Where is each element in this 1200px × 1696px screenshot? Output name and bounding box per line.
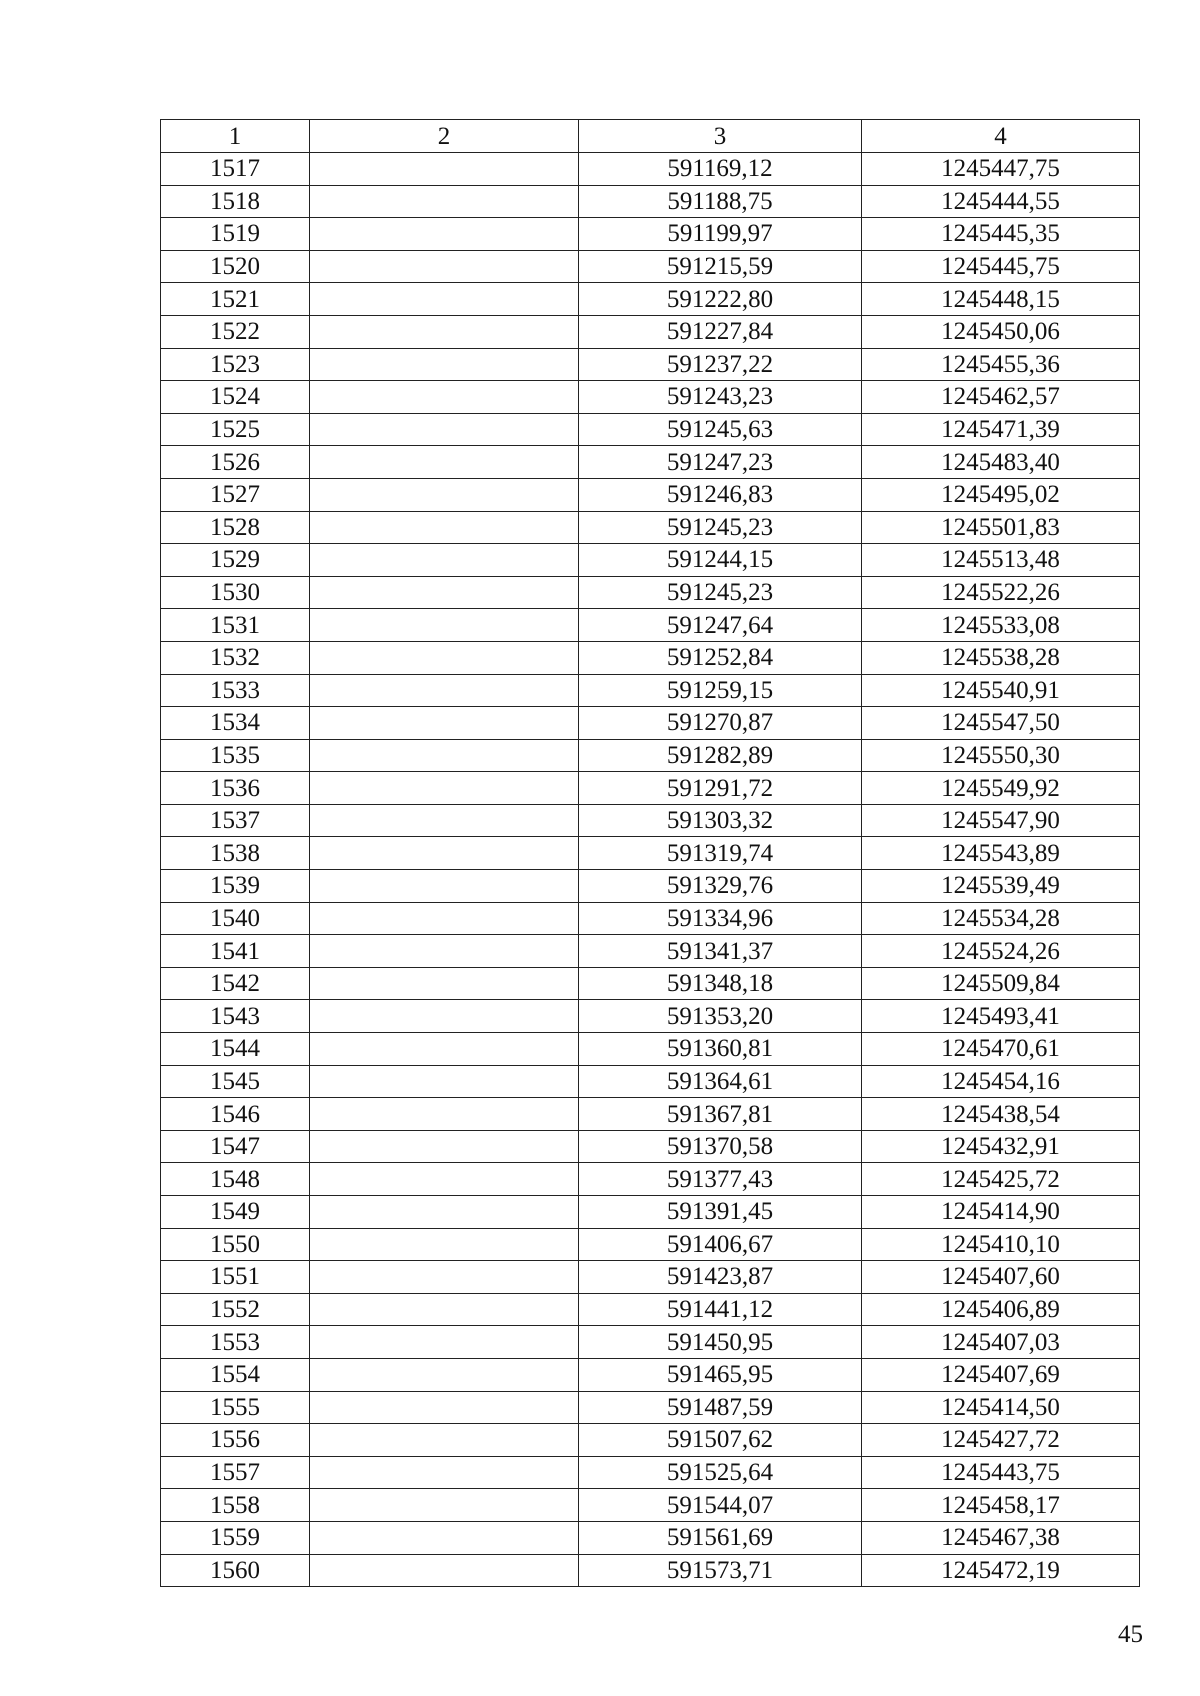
y-coordinate-cell: 1245455,36 xyxy=(862,348,1140,381)
point-number-cell: 1545 xyxy=(161,1065,310,1098)
point-number-cell: 1523 xyxy=(161,348,310,381)
description-cell xyxy=(310,772,579,805)
description-cell xyxy=(310,185,579,218)
table-row xyxy=(161,1065,1140,1098)
description-cell xyxy=(310,804,579,837)
y-coordinate-cell: 1245427,72 xyxy=(862,1424,1140,1457)
description-cell xyxy=(310,935,579,968)
y-coordinate-cell: 1245539,49 xyxy=(862,870,1140,903)
description-cell xyxy=(310,870,579,903)
point-number-cell: 1519 xyxy=(161,218,310,251)
point-number-cell: 1544 xyxy=(161,1033,310,1066)
table-header xyxy=(161,120,1140,153)
y-coordinate-cell: 1245509,84 xyxy=(862,967,1140,1000)
description-cell xyxy=(310,1000,579,1033)
y-coordinate-cell: 1245443,75 xyxy=(862,1456,1140,1489)
description-cell xyxy=(310,739,579,772)
y-coordinate-cell: 1245438,54 xyxy=(862,1098,1140,1131)
y-coordinate-cell: 1245543,89 xyxy=(862,837,1140,870)
x-coordinate-cell: 591245,23 xyxy=(579,576,862,609)
x-coordinate-cell: 591465,95 xyxy=(579,1358,862,1391)
y-coordinate-cell: 1245472,19 xyxy=(862,1554,1140,1587)
table-row xyxy=(161,1554,1140,1587)
y-coordinate-cell: 1245448,15 xyxy=(862,283,1140,316)
table-row xyxy=(161,1196,1140,1229)
table-row xyxy=(161,1391,1140,1424)
point-number-cell: 1529 xyxy=(161,544,310,577)
x-coordinate-cell: 591561,69 xyxy=(579,1521,862,1554)
y-coordinate-cell: 1245550,30 xyxy=(862,739,1140,772)
table-row xyxy=(161,674,1140,707)
y-coordinate-cell: 1245447,75 xyxy=(862,153,1140,186)
point-number-cell: 1532 xyxy=(161,641,310,674)
y-coordinate-cell: 1245462,57 xyxy=(862,381,1140,414)
table-row xyxy=(161,1228,1140,1261)
x-coordinate-cell: 591334,96 xyxy=(579,902,862,935)
x-coordinate-cell: 591329,76 xyxy=(579,870,862,903)
point-number-cell: 1554 xyxy=(161,1358,310,1391)
y-coordinate-cell: 1245445,75 xyxy=(862,250,1140,283)
description-cell xyxy=(310,1554,579,1587)
x-coordinate-cell: 591450,95 xyxy=(579,1326,862,1359)
point-number-cell: 1558 xyxy=(161,1489,310,1522)
table-row xyxy=(161,1326,1140,1359)
point-number-cell: 1530 xyxy=(161,576,310,609)
y-coordinate-cell: 1245445,35 xyxy=(862,218,1140,251)
coordinates-table xyxy=(160,119,1140,1587)
y-coordinate-cell: 1245549,92 xyxy=(862,772,1140,805)
y-coordinate-cell: 1245534,28 xyxy=(862,902,1140,935)
x-coordinate-cell: 591441,12 xyxy=(579,1293,862,1326)
description-cell xyxy=(310,1163,579,1196)
x-coordinate-cell: 591353,20 xyxy=(579,1000,862,1033)
x-coordinate-cell: 591423,87 xyxy=(579,1261,862,1294)
description-cell xyxy=(310,381,579,414)
table-row xyxy=(161,1293,1140,1326)
table-row xyxy=(161,641,1140,674)
y-coordinate-cell: 1245493,41 xyxy=(862,1000,1140,1033)
x-coordinate-cell: 591487,59 xyxy=(579,1391,862,1424)
x-coordinate-cell: 591247,23 xyxy=(579,446,862,479)
table-row xyxy=(161,478,1140,511)
y-coordinate-cell: 1245470,61 xyxy=(862,1033,1140,1066)
y-coordinate-cell: 1245547,50 xyxy=(862,707,1140,740)
description-cell xyxy=(310,1489,579,1522)
header-cell-3: 3 xyxy=(579,120,862,153)
y-coordinate-cell: 1245467,38 xyxy=(862,1521,1140,1554)
table-row xyxy=(161,218,1140,251)
table-row xyxy=(161,1521,1140,1554)
point-number-cell: 1542 xyxy=(161,967,310,1000)
x-coordinate-cell: 591341,37 xyxy=(579,935,862,968)
table-row xyxy=(161,511,1140,544)
description-cell xyxy=(310,609,579,642)
header-cell-4: 4 xyxy=(862,120,1140,153)
y-coordinate-cell: 1245513,48 xyxy=(862,544,1140,577)
x-coordinate-cell: 591544,07 xyxy=(579,1489,862,1522)
y-coordinate-cell: 1245410,10 xyxy=(862,1228,1140,1261)
table-row xyxy=(161,609,1140,642)
y-coordinate-cell: 1245407,60 xyxy=(862,1261,1140,1294)
description-cell xyxy=(310,1326,579,1359)
point-number-cell: 1556 xyxy=(161,1424,310,1457)
table-row xyxy=(161,935,1140,968)
description-cell xyxy=(310,1098,579,1131)
y-coordinate-cell: 1245407,03 xyxy=(862,1326,1140,1359)
description-cell xyxy=(310,478,579,511)
description-cell xyxy=(310,967,579,1000)
point-number-cell: 1543 xyxy=(161,1000,310,1033)
table-row xyxy=(161,413,1140,446)
table-row xyxy=(161,739,1140,772)
table-row xyxy=(161,902,1140,935)
y-coordinate-cell: 1245450,06 xyxy=(862,315,1140,348)
x-coordinate-cell: 591370,58 xyxy=(579,1130,862,1163)
table-row xyxy=(161,283,1140,316)
x-coordinate-cell: 591222,80 xyxy=(579,283,862,316)
point-number-cell: 1549 xyxy=(161,1196,310,1229)
x-coordinate-cell: 591406,67 xyxy=(579,1228,862,1261)
description-cell xyxy=(310,348,579,381)
point-number-cell: 1552 xyxy=(161,1293,310,1326)
point-number-cell: 1546 xyxy=(161,1098,310,1131)
table-row xyxy=(161,1489,1140,1522)
description-cell xyxy=(310,250,579,283)
point-number-cell: 1525 xyxy=(161,413,310,446)
y-coordinate-cell: 1245406,89 xyxy=(862,1293,1140,1326)
description-cell xyxy=(310,837,579,870)
y-coordinate-cell: 1245501,83 xyxy=(862,511,1140,544)
x-coordinate-cell: 591259,15 xyxy=(579,674,862,707)
x-coordinate-cell: 591169,12 xyxy=(579,153,862,186)
y-coordinate-cell: 1245471,39 xyxy=(862,413,1140,446)
description-cell xyxy=(310,283,579,316)
description-cell xyxy=(310,413,579,446)
description-cell xyxy=(310,315,579,348)
point-number-cell: 1551 xyxy=(161,1261,310,1294)
table-row xyxy=(161,1098,1140,1131)
y-coordinate-cell: 1245414,90 xyxy=(862,1196,1140,1229)
description-cell xyxy=(310,1033,579,1066)
x-coordinate-cell: 591364,61 xyxy=(579,1065,862,1098)
y-coordinate-cell: 1245454,16 xyxy=(862,1065,1140,1098)
point-number-cell: 1548 xyxy=(161,1163,310,1196)
x-coordinate-cell: 591319,74 xyxy=(579,837,862,870)
x-coordinate-cell: 591246,83 xyxy=(579,478,862,511)
x-coordinate-cell: 591270,87 xyxy=(579,707,862,740)
point-number-cell: 1538 xyxy=(161,837,310,870)
y-coordinate-cell: 1245444,55 xyxy=(862,185,1140,218)
point-number-cell: 1527 xyxy=(161,478,310,511)
description-cell xyxy=(310,544,579,577)
table-row xyxy=(161,315,1140,348)
x-coordinate-cell: 591360,81 xyxy=(579,1033,862,1066)
point-number-cell: 1537 xyxy=(161,804,310,837)
x-coordinate-cell: 591391,45 xyxy=(579,1196,862,1229)
point-number-cell: 1526 xyxy=(161,446,310,479)
description-cell xyxy=(310,218,579,251)
y-coordinate-cell: 1245483,40 xyxy=(862,446,1140,479)
y-coordinate-cell: 1245540,91 xyxy=(862,674,1140,707)
point-number-cell: 1535 xyxy=(161,739,310,772)
page-number: 45 xyxy=(1118,1621,1143,1648)
description-cell xyxy=(310,1261,579,1294)
point-number-cell: 1518 xyxy=(161,185,310,218)
x-coordinate-cell: 591245,63 xyxy=(579,413,862,446)
y-coordinate-cell: 1245524,26 xyxy=(862,935,1140,968)
description-cell xyxy=(310,1521,579,1554)
table-row xyxy=(161,1163,1140,1196)
point-number-cell: 1540 xyxy=(161,902,310,935)
y-coordinate-cell: 1245432,91 xyxy=(862,1130,1140,1163)
x-coordinate-cell: 591367,81 xyxy=(579,1098,862,1131)
point-number-cell: 1520 xyxy=(161,250,310,283)
description-cell xyxy=(310,446,579,479)
point-number-cell: 1559 xyxy=(161,1521,310,1554)
table-row xyxy=(161,1033,1140,1066)
description-cell xyxy=(310,674,579,707)
x-coordinate-cell: 591291,72 xyxy=(579,772,862,805)
x-coordinate-cell: 591377,43 xyxy=(579,1163,862,1196)
point-number-cell: 1539 xyxy=(161,870,310,903)
point-number-cell: 1547 xyxy=(161,1130,310,1163)
table-row xyxy=(161,576,1140,609)
description-cell xyxy=(310,1065,579,1098)
x-coordinate-cell: 591245,23 xyxy=(579,511,862,544)
point-number-cell: 1533 xyxy=(161,674,310,707)
description-cell xyxy=(310,641,579,674)
x-coordinate-cell: 591247,64 xyxy=(579,609,862,642)
table-row xyxy=(161,870,1140,903)
table-row xyxy=(161,837,1140,870)
description-cell xyxy=(310,1424,579,1457)
x-coordinate-cell: 591348,18 xyxy=(579,967,862,1000)
point-number-cell: 1557 xyxy=(161,1456,310,1489)
point-number-cell: 1536 xyxy=(161,772,310,805)
point-number-cell: 1534 xyxy=(161,707,310,740)
point-number-cell: 1555 xyxy=(161,1391,310,1424)
table-row xyxy=(161,1424,1140,1457)
x-coordinate-cell: 591243,23 xyxy=(579,381,862,414)
x-coordinate-cell: 591525,64 xyxy=(579,1456,862,1489)
y-coordinate-cell: 1245425,72 xyxy=(862,1163,1140,1196)
table-row xyxy=(161,381,1140,414)
x-coordinate-cell: 591227,84 xyxy=(579,315,862,348)
x-coordinate-cell: 591188,75 xyxy=(579,185,862,218)
point-number-cell: 1553 xyxy=(161,1326,310,1359)
point-number-cell: 1521 xyxy=(161,283,310,316)
x-coordinate-cell: 591252,84 xyxy=(579,641,862,674)
table-row xyxy=(161,772,1140,805)
point-number-cell: 1522 xyxy=(161,315,310,348)
table-row xyxy=(161,446,1140,479)
table-row xyxy=(161,1130,1140,1163)
table-row xyxy=(161,1358,1140,1391)
header-cell-1: 1 xyxy=(161,120,310,153)
x-coordinate-cell: 591303,32 xyxy=(579,804,862,837)
y-coordinate-cell: 1245414,50 xyxy=(862,1391,1140,1424)
description-cell xyxy=(310,511,579,544)
table-row xyxy=(161,153,1140,186)
point-number-cell: 1560 xyxy=(161,1554,310,1587)
point-number-cell: 1531 xyxy=(161,609,310,642)
table-body xyxy=(161,153,1140,1587)
description-cell xyxy=(310,576,579,609)
description-cell xyxy=(310,1130,579,1163)
y-coordinate-cell: 1245533,08 xyxy=(862,609,1140,642)
point-number-cell: 1528 xyxy=(161,511,310,544)
x-coordinate-cell: 591237,22 xyxy=(579,348,862,381)
header-row xyxy=(161,120,1140,153)
description-cell xyxy=(310,1228,579,1261)
description-cell xyxy=(310,1391,579,1424)
x-coordinate-cell: 591244,15 xyxy=(579,544,862,577)
table-row xyxy=(161,967,1140,1000)
description-cell xyxy=(310,902,579,935)
description-cell xyxy=(310,707,579,740)
description-cell xyxy=(310,1196,579,1229)
table-row xyxy=(161,185,1140,218)
y-coordinate-cell: 1245407,69 xyxy=(862,1358,1140,1391)
x-coordinate-cell: 591573,71 xyxy=(579,1554,862,1587)
table-row xyxy=(161,250,1140,283)
description-cell xyxy=(310,1293,579,1326)
point-number-cell: 1524 xyxy=(161,381,310,414)
y-coordinate-cell: 1245538,28 xyxy=(862,641,1140,674)
x-coordinate-cell: 591282,89 xyxy=(579,739,862,772)
x-coordinate-cell: 591507,62 xyxy=(579,1424,862,1457)
table-row xyxy=(161,707,1140,740)
table-row xyxy=(161,804,1140,837)
table-row xyxy=(161,1456,1140,1489)
table-row xyxy=(161,1261,1140,1294)
description-cell xyxy=(310,153,579,186)
point-number-cell: 1541 xyxy=(161,935,310,968)
y-coordinate-cell: 1245522,26 xyxy=(862,576,1140,609)
table-row xyxy=(161,348,1140,381)
point-number-cell: 1550 xyxy=(161,1228,310,1261)
description-cell xyxy=(310,1456,579,1489)
table-row xyxy=(161,1000,1140,1033)
y-coordinate-cell: 1245547,90 xyxy=(862,804,1140,837)
point-number-cell: 1517 xyxy=(161,153,310,186)
x-coordinate-cell: 591215,59 xyxy=(579,250,862,283)
description-cell xyxy=(310,1358,579,1391)
y-coordinate-cell: 1245495,02 xyxy=(862,478,1140,511)
y-coordinate-cell: 1245458,17 xyxy=(862,1489,1140,1522)
x-coordinate-cell: 591199,97 xyxy=(579,218,862,251)
header-cell-2: 2 xyxy=(310,120,579,153)
table-row xyxy=(161,544,1140,577)
